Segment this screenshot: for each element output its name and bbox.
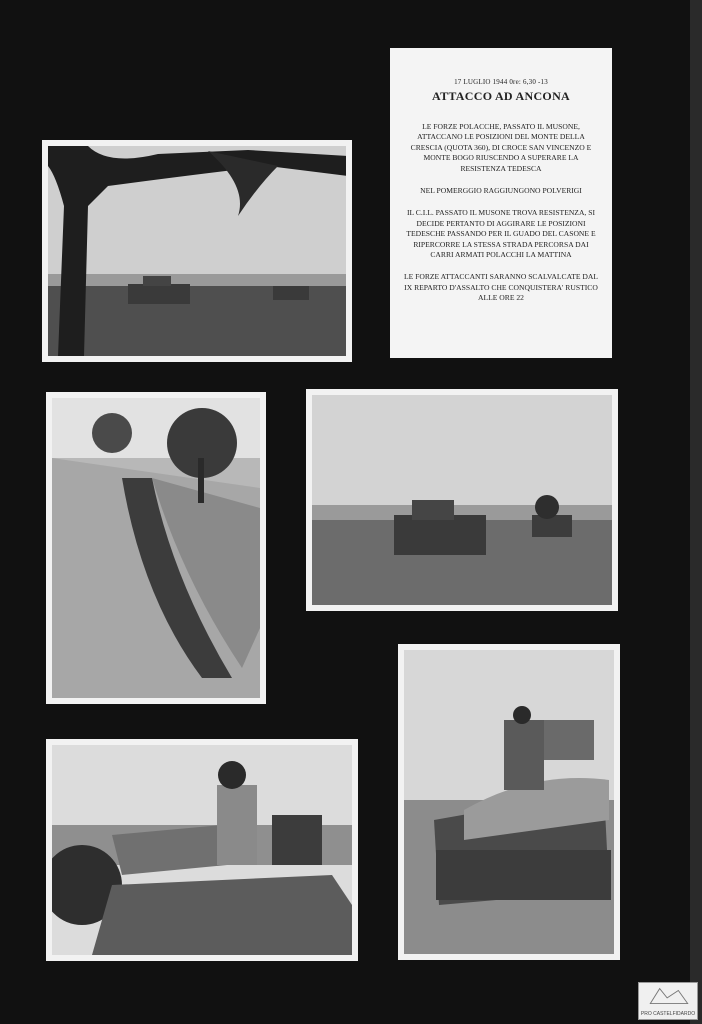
caption-paragraph-4: LE FORZE ATTACCANTI SARANNO SCALVALCATE DAL IX REPARTO D'ASSALTO CHE CONQUISTERA' RUSTICO ALLE ORE 22: [403, 272, 599, 303]
photo-soldier-on-tank: [46, 739, 358, 961]
stamp-logo-icon: [639, 983, 699, 1011]
stamp-text: PRO CASTELFIDARDO: [640, 1011, 696, 1017]
caption-title: ATTACCO AD ANCONA: [432, 89, 570, 103]
caption-paragraph-3: IL C.I.L. PASSATO IL MUSONE TROVA RESISTENZA, SI DECIDE PERTANTO DI AGGIRARE LE POSIZIONI TEDESCHE PASSANDO PER IL GUADO DEL CASONE E RIPERCORRE LA STESSA STRADA PERCORSA DAI CARRI ARMATI POLACCHI LA MATTINA: [406, 208, 596, 260]
caption-paragraph-2: NEL POMERGGIO RAGGIUNGONO POLVERIGI: [420, 186, 582, 196]
caption-card: [390, 48, 612, 358]
photo-soldiers-on-tank: [398, 644, 620, 960]
board-edge: [690, 0, 702, 1024]
photo-tanks-field: [306, 389, 618, 611]
photo-trench: [46, 392, 266, 704]
photo-tree-and-tanks: [42, 140, 352, 362]
caption-date: 17 LUGLIO 1944 0re: 6,30 -13: [454, 78, 548, 86]
pro-loco-stamp: [638, 982, 698, 1020]
caption-paragraph-1: LE FORZE POLACCHE, PASSATO IL MUSONE, ATTACCANO LE POSIZIONI DEL MONTE DELLA CRESCIA (QUOTA 360), DI CROCE SAN VINCENZO E MONTE BOGO RIUSCENDO A SUPERARE LA RESISTENZA TEDESCA: [410, 122, 592, 173]
